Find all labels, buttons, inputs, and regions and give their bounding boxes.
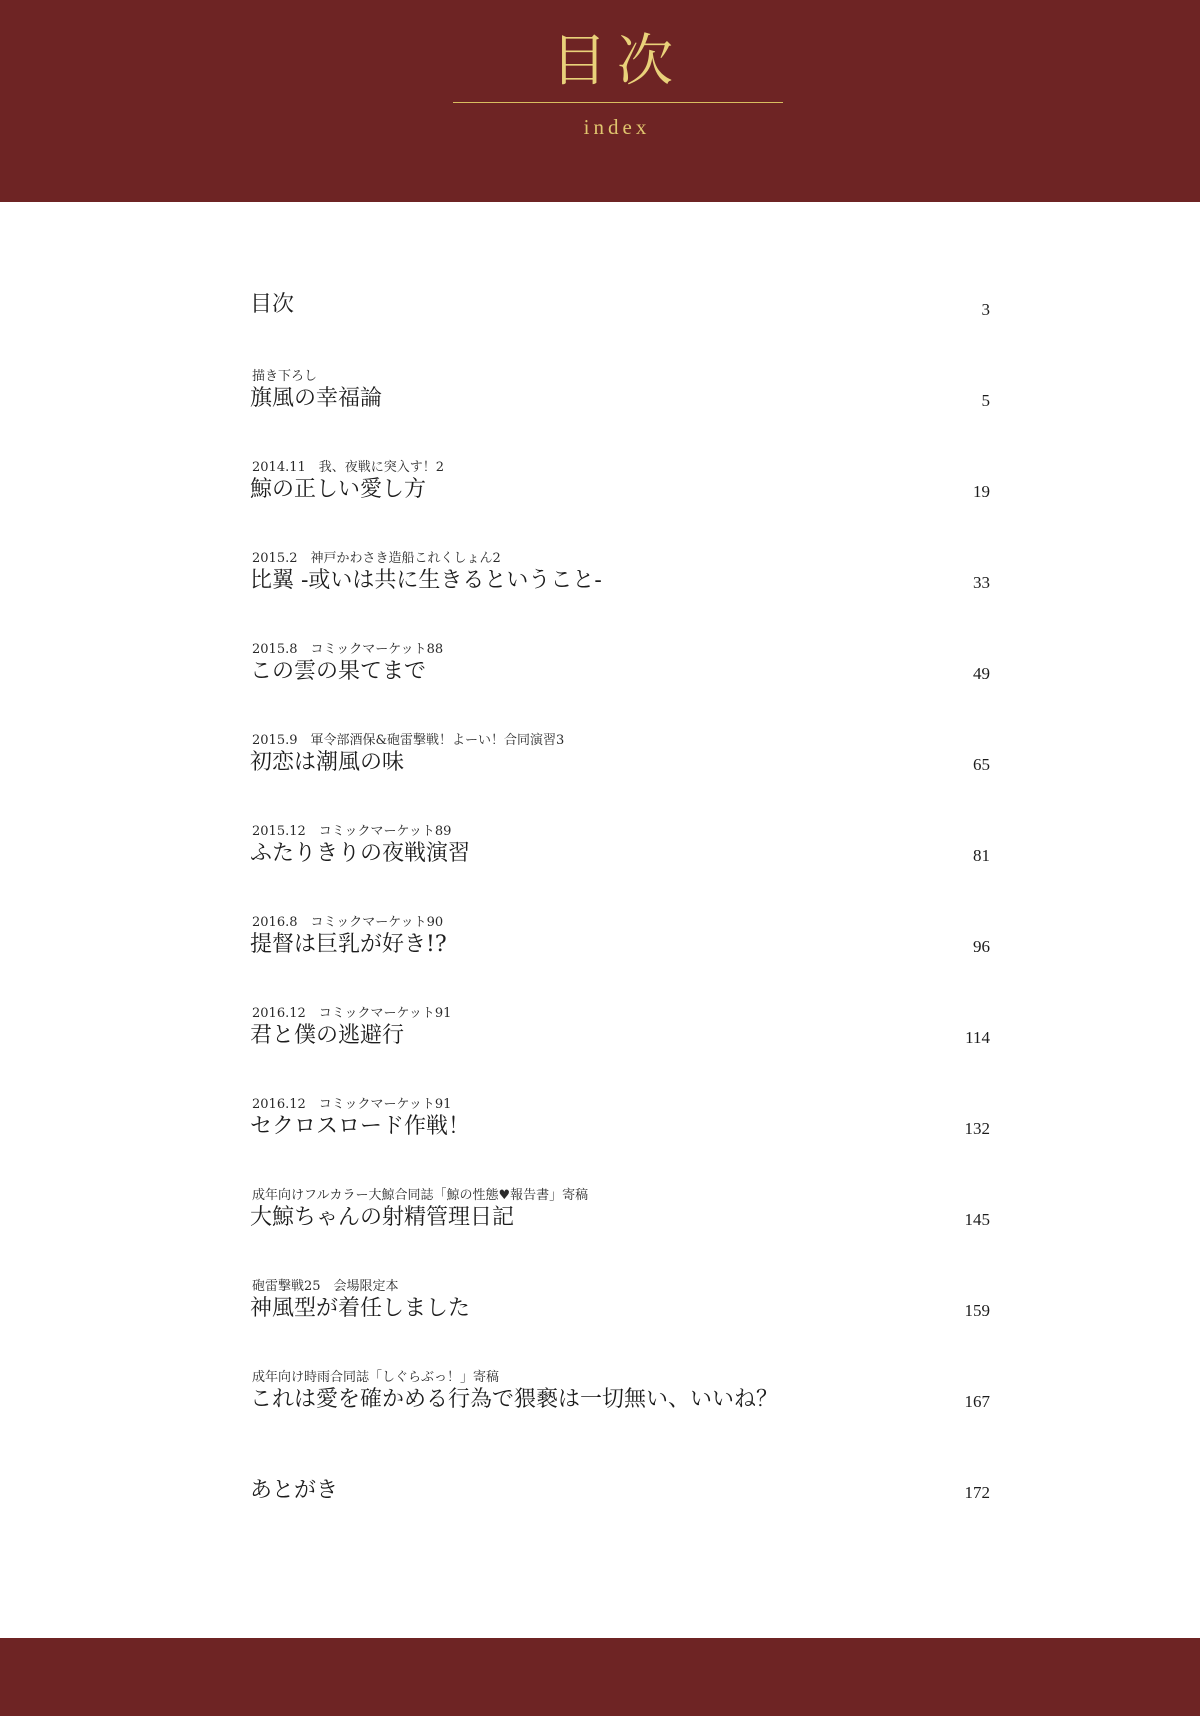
toc-entry-page: 33 [973,573,990,592]
toc-entry-title: 鯨の正しい愛し方 [250,477,427,502]
toc-entry[interactable] [250,550,990,600]
toc-entry-title: ふたりきりの夜戦演習 [250,841,471,866]
toc-entry-page: 49 [973,664,990,683]
title-divider [453,102,783,103]
toc-entry[interactable] [250,641,990,691]
toc-entry-title: 提督は巨乳が好き!? [250,932,447,957]
toc-entry[interactable] [250,914,990,964]
toc-entry-page: 114 [965,1028,990,1047]
toc-entry-page: 167 [964,1392,990,1411]
toc-entry-page: 19 [973,482,990,501]
header-band [0,0,1200,202]
toc-entry[interactable] [250,459,990,509]
toc-entry[interactable] [250,732,990,782]
toc-entry[interactable] [250,1369,990,1419]
toc-entry-title: 神風型が着任しました [250,1296,471,1321]
toc-entry-title: セクロスロード作戦！ [250,1114,471,1139]
toc-entry-source: 2015.8 コミックマーケット88 [252,642,444,657]
toc-entry-title: これは愛を確かめる行為で猥褻は一切無い、いいね？ [250,1387,779,1412]
toc-entry-source: 成年向け時雨合同誌「しぐらぶっ！」寄稿 [252,1370,500,1385]
toc-entry-source: 2015.12 コミックマーケット89 [252,824,452,839]
toc-entry-page: 81 [973,846,990,865]
toc-entry[interactable] [250,823,990,873]
toc-entry-source: 砲雷撃戦25 会場限定本 [252,1279,399,1294]
toc-entry-source: 成年向けフルカラー大鯨合同誌「鯨の性態♥報告書」寄稿 [252,1188,589,1203]
toc-entry-source: 2016.12 コミックマーケット91 [252,1097,452,1112]
toc-entry-source: 描き下ろし [252,369,318,384]
toc-entry-source: 2016.8 コミックマーケット90 [252,915,444,930]
toc-entry-page: 3 [981,300,990,319]
toc-entry-page: 172 [964,1483,990,1502]
page-subtitle: index [583,115,651,139]
toc-entry[interactable] [250,368,990,418]
toc-entry-source: 2016.12 コミックマーケット91 [252,1006,452,1021]
toc-entry[interactable] [250,1187,990,1237]
toc-entry-title: 大鯨ちゃんの射精管理日記 [250,1205,515,1230]
toc-entry-page: 159 [964,1301,990,1320]
toc-entry-source: 2015.2 神戸かわさき造船これくしょん2 [252,551,501,566]
toc-entry-title: 目次 [250,292,295,317]
page-title: 目次 [551,29,683,94]
toc-entry-page: 96 [973,937,990,956]
toc-entry-title: 君と僕の逃避行 [250,1023,405,1048]
toc-entry[interactable] [250,1278,990,1328]
toc-entry-title: 初恋は潮風の味 [250,750,405,775]
footer-band [0,1638,1200,1716]
toc-entry-source: 2014.11 我、夜戦に突入す！2 [252,460,445,475]
toc-entry-page: 65 [973,755,990,774]
toc-entry[interactable] [250,290,990,330]
toc-entry-page: 5 [981,391,990,410]
toc-entry-title: 比翼 -或いは共に生きるということ- [250,568,602,593]
toc-entry-title: 旗風の幸福論 [250,386,383,411]
toc-entry[interactable] [250,1096,990,1146]
toc-entry-page: 132 [964,1119,990,1138]
toc-entry-title: あとがき [250,1478,339,1503]
toc-entry-title: この雲の果てまで [250,659,427,684]
toc-entry[interactable] [250,1476,990,1516]
toc-entry-page: 145 [964,1210,990,1229]
toc-entry[interactable] [250,1005,990,1055]
toc-entry-source: 2015.9 軍令部酒保&砲雷撃戦！よーい！合同演習3 [252,733,565,748]
